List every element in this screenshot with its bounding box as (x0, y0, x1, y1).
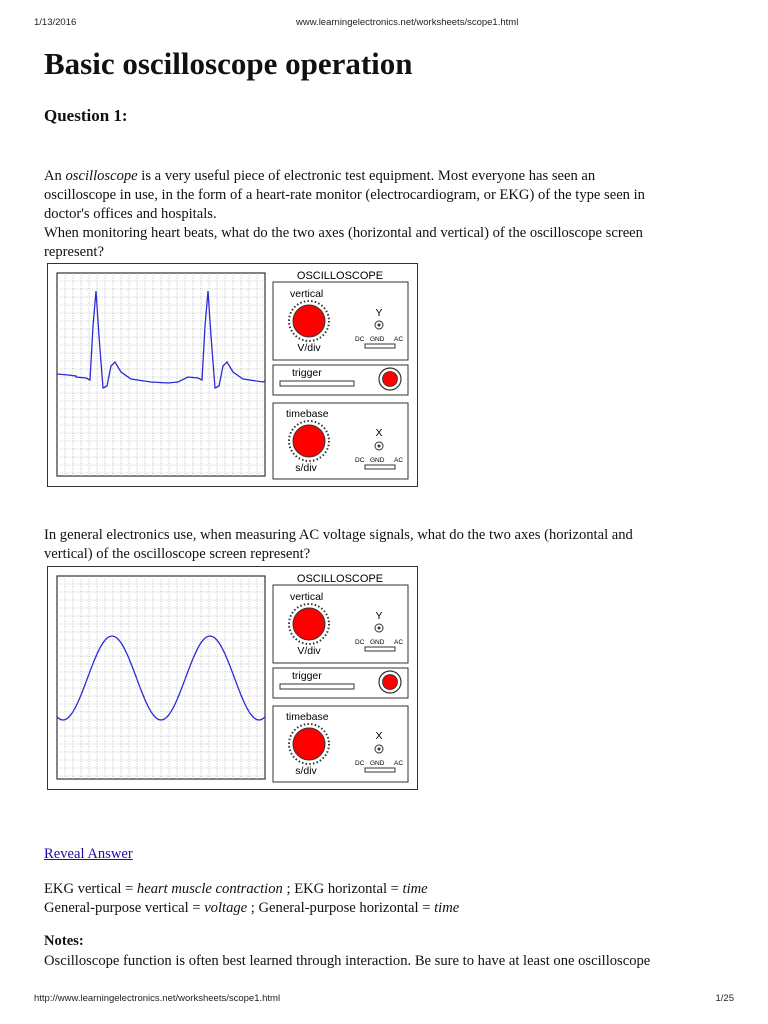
oscilloscope-diagram (48, 264, 416, 485)
answer-text: General-purpose vertical = (44, 900, 205, 916)
intro-paragraph (44, 167, 734, 262)
print-footer (34, 993, 734, 1007)
coupling-switch[interactable] (365, 647, 395, 651)
question-label: Question 1: (44, 106, 128, 125)
oscilloscope-figure-ekg (47, 263, 418, 487)
gnd-label: GND (370, 639, 385, 646)
question-b-text: vertical) of the oscilloscope screen represent? (44, 546, 311, 562)
intro-emphasis: oscilloscope (65, 168, 138, 184)
dc-label: DC (355, 760, 365, 767)
intro-text: is a very useful piece of electronic test equipment. Most everyone has seen an (137, 168, 596, 184)
coupling-switch[interactable] (365, 465, 395, 469)
trigger-knob[interactable] (379, 368, 401, 390)
dc-label: DC (355, 639, 365, 646)
notes-text: Oscilloscope function is often best learned through interaction. Be sure to have at least one oscilloscope (44, 953, 651, 969)
gnd-label: GND (370, 457, 385, 464)
answer-text: ; General-purpose horizontal = (247, 900, 435, 916)
intro-text: oscilloscope in use, in the form of a heart-rate monitor (electrocardiogram, or EKG) of the type seen in (44, 187, 645, 203)
y-input-label: Y (375, 610, 383, 622)
dc-label: DC (355, 336, 365, 343)
coupling-switch[interactable] (365, 768, 395, 772)
coupling-switch[interactable] (365, 344, 395, 348)
gnd-label: GND (370, 336, 385, 343)
y-input-jack[interactable] (375, 624, 383, 632)
print-date: 1/13/2016 (34, 17, 77, 28)
vdiv-label: V/div (297, 342, 321, 354)
trigger-slider[interactable] (280, 684, 354, 689)
vertical-label: vertical (290, 591, 324, 603)
ac-label: AC (394, 336, 404, 343)
y-input-label: Y (375, 307, 383, 319)
intro-text: An (44, 168, 66, 184)
x-input-jack[interactable] (375, 442, 383, 450)
oscilloscope-figure-sine (47, 566, 418, 790)
page-number: 1/25 (715, 993, 734, 1004)
trigger-knob[interactable] (379, 671, 401, 693)
trigger-label: trigger (292, 367, 322, 379)
trigger-label: trigger (292, 670, 322, 682)
ac-label: AC (394, 457, 404, 464)
sdiv-label: s/div (295, 462, 317, 474)
ac-label: AC (394, 639, 404, 646)
dc-label: DC (355, 457, 365, 464)
answer-emphasis: heart muscle contraction (136, 881, 283, 897)
timebase-label: timebase (286, 408, 329, 420)
reveal-answer-link[interactable]: Reveal Answer (44, 846, 133, 862)
answer-paragraph (44, 880, 734, 918)
panel-title: OSCILLOSCOPE (296, 573, 384, 585)
x-input-jack[interactable] (375, 745, 383, 753)
sdiv-label: s/div (295, 765, 317, 777)
notes-label: Notes: (44, 933, 84, 949)
ac-label: AC (394, 760, 404, 767)
footer-url: http://www.learningelectronics.net/worksheets/scope1.html (34, 993, 281, 1004)
intro-text: doctor's offices and hospitals. (44, 206, 217, 222)
gnd-label: GND (370, 760, 385, 767)
y-input-jack[interactable] (375, 321, 383, 329)
trigger-slider[interactable] (280, 381, 354, 386)
print-url: www.learningelectronics.net/worksheets/scope1.html (296, 17, 519, 28)
answer-emphasis: time (402, 881, 428, 897)
answer-text: ; EKG horizontal = (282, 881, 403, 897)
question-b-text: In general electronics use, when measuring AC voltage signals, what do the two axes (horizontal and (44, 527, 633, 543)
question-a-text: represent? (44, 244, 104, 260)
panel-title: OSCILLOSCOPE (296, 270, 384, 282)
reveal-answer-line (44, 845, 734, 864)
question-a-text: When monitoring heart beats, what do the two axes (horizontal and vertical) of the oscilloscope screen (44, 225, 643, 241)
timebase-label: timebase (286, 711, 329, 723)
answer-emphasis: voltage (204, 900, 248, 916)
print-header (34, 17, 734, 31)
vdiv-label: V/div (297, 645, 321, 657)
page-title: Basic oscilloscope operation (44, 46, 413, 81)
x-input-label: X (375, 730, 383, 742)
vertical-label: vertical (290, 288, 324, 300)
answer-emphasis: time (434, 900, 460, 916)
x-input-label: X (375, 427, 383, 439)
answer-text: EKG vertical = (44, 881, 137, 897)
question-b-paragraph (44, 526, 734, 564)
oscilloscope-diagram (48, 567, 416, 788)
